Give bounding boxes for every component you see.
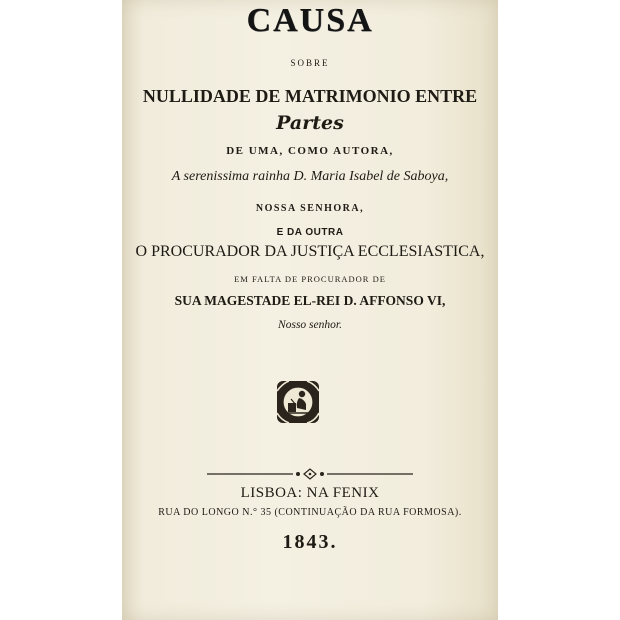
king-line: SUA MAGESTADE EL-REI D. AFFONSO VI, xyxy=(174,293,446,308)
de-uma-line: DE UMA, COMO AUTORA, xyxy=(226,145,394,157)
nosso-senhor-line: Nosso senhor. xyxy=(278,319,342,331)
partes-heading: Partes xyxy=(276,112,344,134)
imprint-year: 1843. xyxy=(282,531,338,553)
decorative-rule xyxy=(207,468,413,480)
subject-heading: NULLIDADE DE MATRIMONIO ENTRE xyxy=(142,86,478,106)
imprint-place: LISBOA: NA FENIX xyxy=(240,485,380,501)
sobre-label: SOBRE xyxy=(290,58,330,68)
title-page xyxy=(122,0,498,620)
procurador-line: O PROCURADOR DA JUSTIÇA ECCLESIASTICA, xyxy=(135,243,485,260)
queen-line: A serenissima rainha D. Maria Isabel de Saboya, xyxy=(171,169,449,184)
em-falta-line: EM FALTA DE PROCURADOR DE xyxy=(234,274,386,284)
printer-device-ornament-icon xyxy=(275,379,321,425)
page-title: CAUSA xyxy=(246,2,374,39)
e-da-outra-line: E DA OUTRA xyxy=(276,227,344,238)
nossa-senhora-line: NOSSA SENHORA, xyxy=(255,203,365,214)
imprint-address: RUA DO LONGO N.° 35 (CONTINUAÇÃO DA RUA FORMOSA). xyxy=(158,507,462,518)
